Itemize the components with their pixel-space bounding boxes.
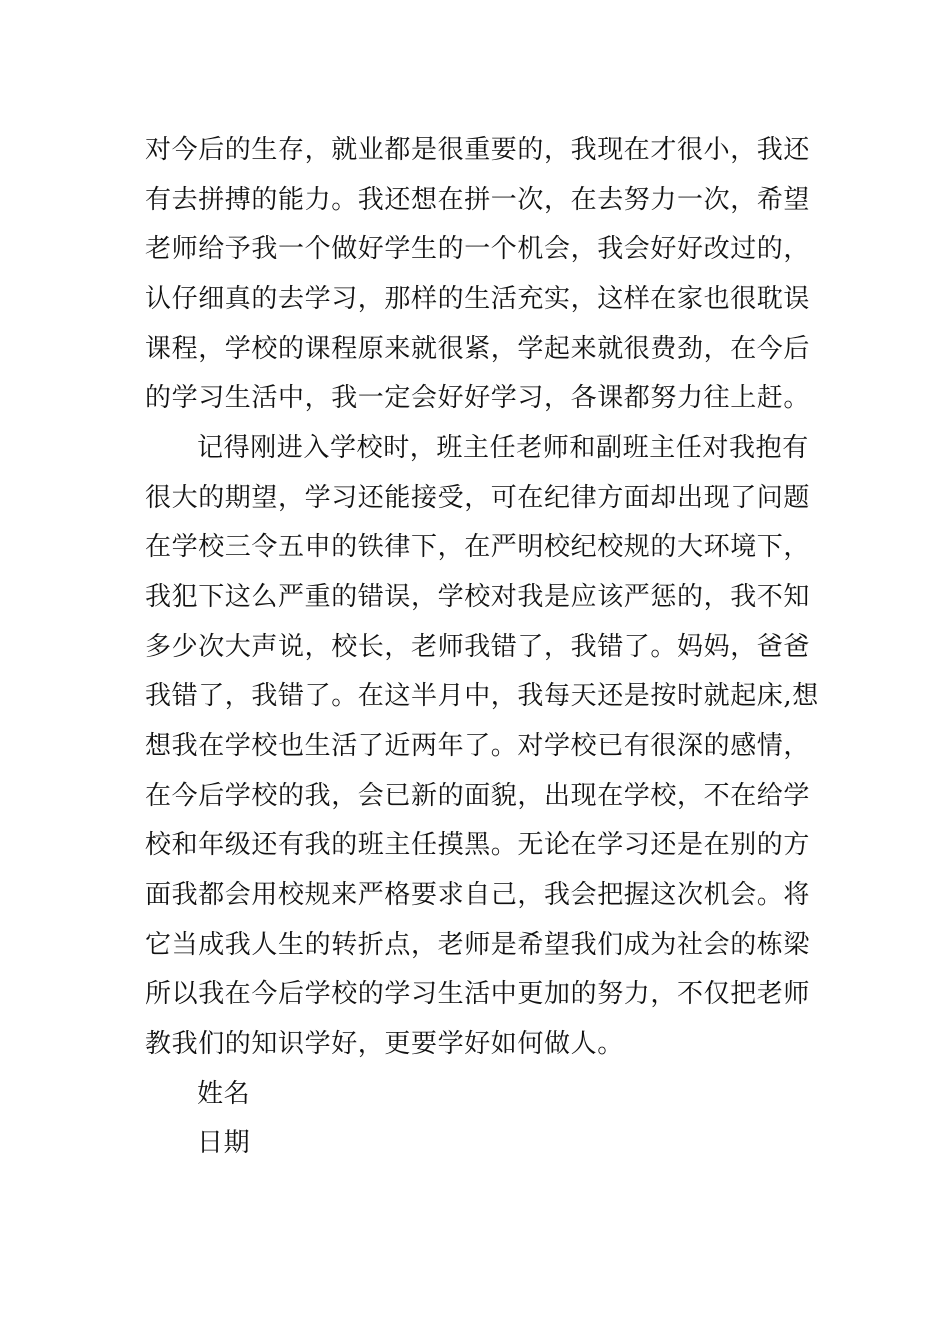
text-line: 很大的期望，学习还能接受，可在纪律方面却出现了问题 xyxy=(145,483,811,513)
text-line: 在学校三令五申的铁律下，在严明校纪校规的大环境下， xyxy=(145,532,811,562)
signature-date-label: 日期 xyxy=(197,1128,251,1158)
text-line: 校和年级还有我的班主任摸黑。无论在学习还是在别的方 xyxy=(145,830,811,860)
text-line: 认仔细真的去学习，那样的生活充实，这样在家也很耽误 xyxy=(145,284,811,314)
text-line: 面我都会用校规来严格要求自己，我会把握这次机会。将 xyxy=(145,880,811,910)
text-line: 所以我在今后学校的学习生活中更加的努力，不仅把老师 xyxy=(145,979,811,1009)
signature-name-label: 姓名 xyxy=(197,1079,251,1109)
text-line: 记得刚进入学校时，班主任老师和副班主任对我抱有 xyxy=(197,433,809,463)
text-line: 在今后学校的我，会已新的面貌，出现在学校，不在给学 xyxy=(145,781,811,811)
text-line: 老师给予我一个做好学生的一个机会，我会好好改过的， xyxy=(145,234,811,264)
text-line: 的学习生活中，我一定会好好学习，各课都努力往上赶。 xyxy=(145,383,811,413)
text-line: 它当成我人生的转折点，老师是希望我们成为社会的栋梁 xyxy=(145,930,811,960)
text-line: 我犯下这么严重的错误，学校对我是应该严惩的，我不知 xyxy=(145,582,811,612)
text-line: 对今后的生存，就业都是很重要的，我现在才很小，我还 xyxy=(145,135,811,165)
text-line: 教我们的知识学好，更要学好如何做人。 xyxy=(145,1029,624,1059)
text-line: 有去拼搏的能力。我还想在拼一次，在去努力一次，希望 xyxy=(145,185,811,215)
text-line: 多少次大声说，校长，老师我错了，我错了。妈妈，爸爸 xyxy=(145,632,811,662)
text-line: 想我在学校也生活了近两年了。对学校已有很深的感情， xyxy=(145,731,811,761)
text-line: 课程，学校的课程原来就很紧，学起来就很费劲，在今后 xyxy=(145,334,811,364)
text-line: 我错了，我错了。在这半月中，我每天还是按时就起床,想 xyxy=(145,681,819,711)
